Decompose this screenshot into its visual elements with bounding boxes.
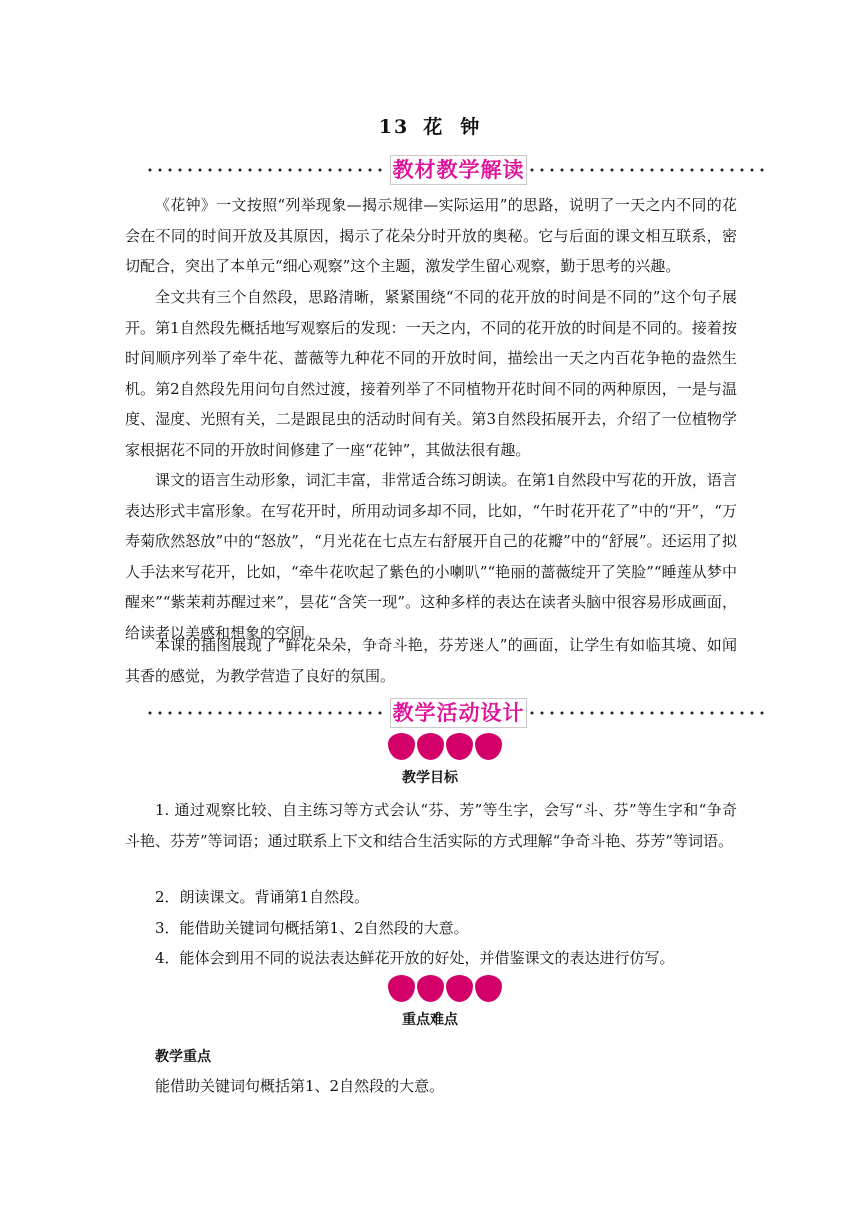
dotted-rule-right — [527, 710, 765, 716]
key-points-heading: 教学重点 — [155, 1049, 211, 1065]
objective-item-2: 2．朗读课文。背诵第1自然段。 — [155, 888, 370, 906]
petal-ornament — [388, 975, 502, 1003]
lesson-number: 13 — [378, 116, 410, 138]
objectives-label: 教学目标 — [402, 770, 458, 786]
petal-ornament — [388, 733, 502, 761]
lesson-title — [0, 112, 860, 139]
lesson-title-char-1: 花 — [423, 116, 445, 138]
dotted-rule-right — [527, 167, 765, 173]
paragraph-3: 课文的语言生动形象，词汇丰富，非常适合练习朗读。在第1自然段中写花的开放，语言表达形式丰富形象。在写花开时，所用动词多却不同，比如，“午时花开花了”中的“开”，“万寿菊欣然怒放”中的“怒放”，“月光花在七点左右舒展开自己的花瓣”中的“舒展”。还运用了拟人手法来写花开，比如，“牵牛花吹起了紫色的小喇叭”“艳丽的蔷薇绽开了笑脸”“睡莲从梦中醒来”“紫茉莉苏醒过来”，昙花“含笑一现”。这种多样的表达在读者头脑中很容易形成画面，给读者以美感和想象的空间。 — [125, 471, 737, 642]
banner-label: 教材教学解读 — [390, 155, 527, 185]
difficulties-label: 重点难点 — [402, 1012, 458, 1028]
section-banner-interpretation — [145, 155, 765, 185]
dotted-rule-left — [145, 710, 385, 716]
dotted-rule-left — [145, 167, 385, 173]
paragraph-4: 本课的插图展现了“鲜花朵朵，争奇斗艳，芬芳迷人”的画面，让学生有如临其境、如闻其香的感觉，为教学营造了良好的氛围。 — [125, 636, 737, 685]
objective-item-1: 1. 通过观察比较、自主练习等方式会认“芬、芳”等生字，会写“斗、芬”等生字和“争奇斗艳、芬芳”等词语；通过联系上下文和结合生活实际的方式理解“争奇斗艳、芬芳”等词语。 — [125, 801, 737, 850]
key-points-text: 能借助关键词句概括第1、2自然段的大意。 — [155, 1077, 445, 1095]
banner-label: 教学活动设计 — [390, 698, 527, 728]
paragraph-1: 《花钟》一文按照“列举现象—揭示规律—实际运用”的思路，说明了一天之内不同的花会在不同的时间开放及其原因，揭示了花朵分时开放的奥秘。它与后面的课文相互联系，密切配合，突出了本单元“细心观察”这个主题，激发学生留心观察，勤于思考的兴趣。 — [125, 196, 737, 275]
paragraph-2: 全文共有三个自然段，思路清晰，紧紧围绕“不同的花开放的时间是不同的”这个句子展开。第1自然段先概括地写观察后的发现：一天之内，不同的花开放的时间是不同的。接着按时间顺序列举了牵牛花、蔷薇等九种花不同的开放时间，描绘出一天之内百花争艳的盎然生机。第2自然段先用问句自然过渡，接着列举了不同植物开花时间不同的两种原因，一是与温度、湿度、光照有关，二是跟昆虫的活动时间有关。第3自然段拓展开去，介绍了一位植物学家根据花不同的开放时间修建了一座“花钟”，其做法很有趣。 — [125, 288, 737, 459]
objective-item-3: 3．能借助关键词句概括第1、2自然段的大意。 — [155, 919, 469, 937]
objective-item-4: 4．能体会到用不同的说法表达鲜花开放的好处，并借鉴课文的表达进行仿写。 — [155, 949, 675, 967]
section-banner-activities — [145, 698, 765, 728]
lesson-title-char-2: 钟 — [460, 116, 482, 138]
